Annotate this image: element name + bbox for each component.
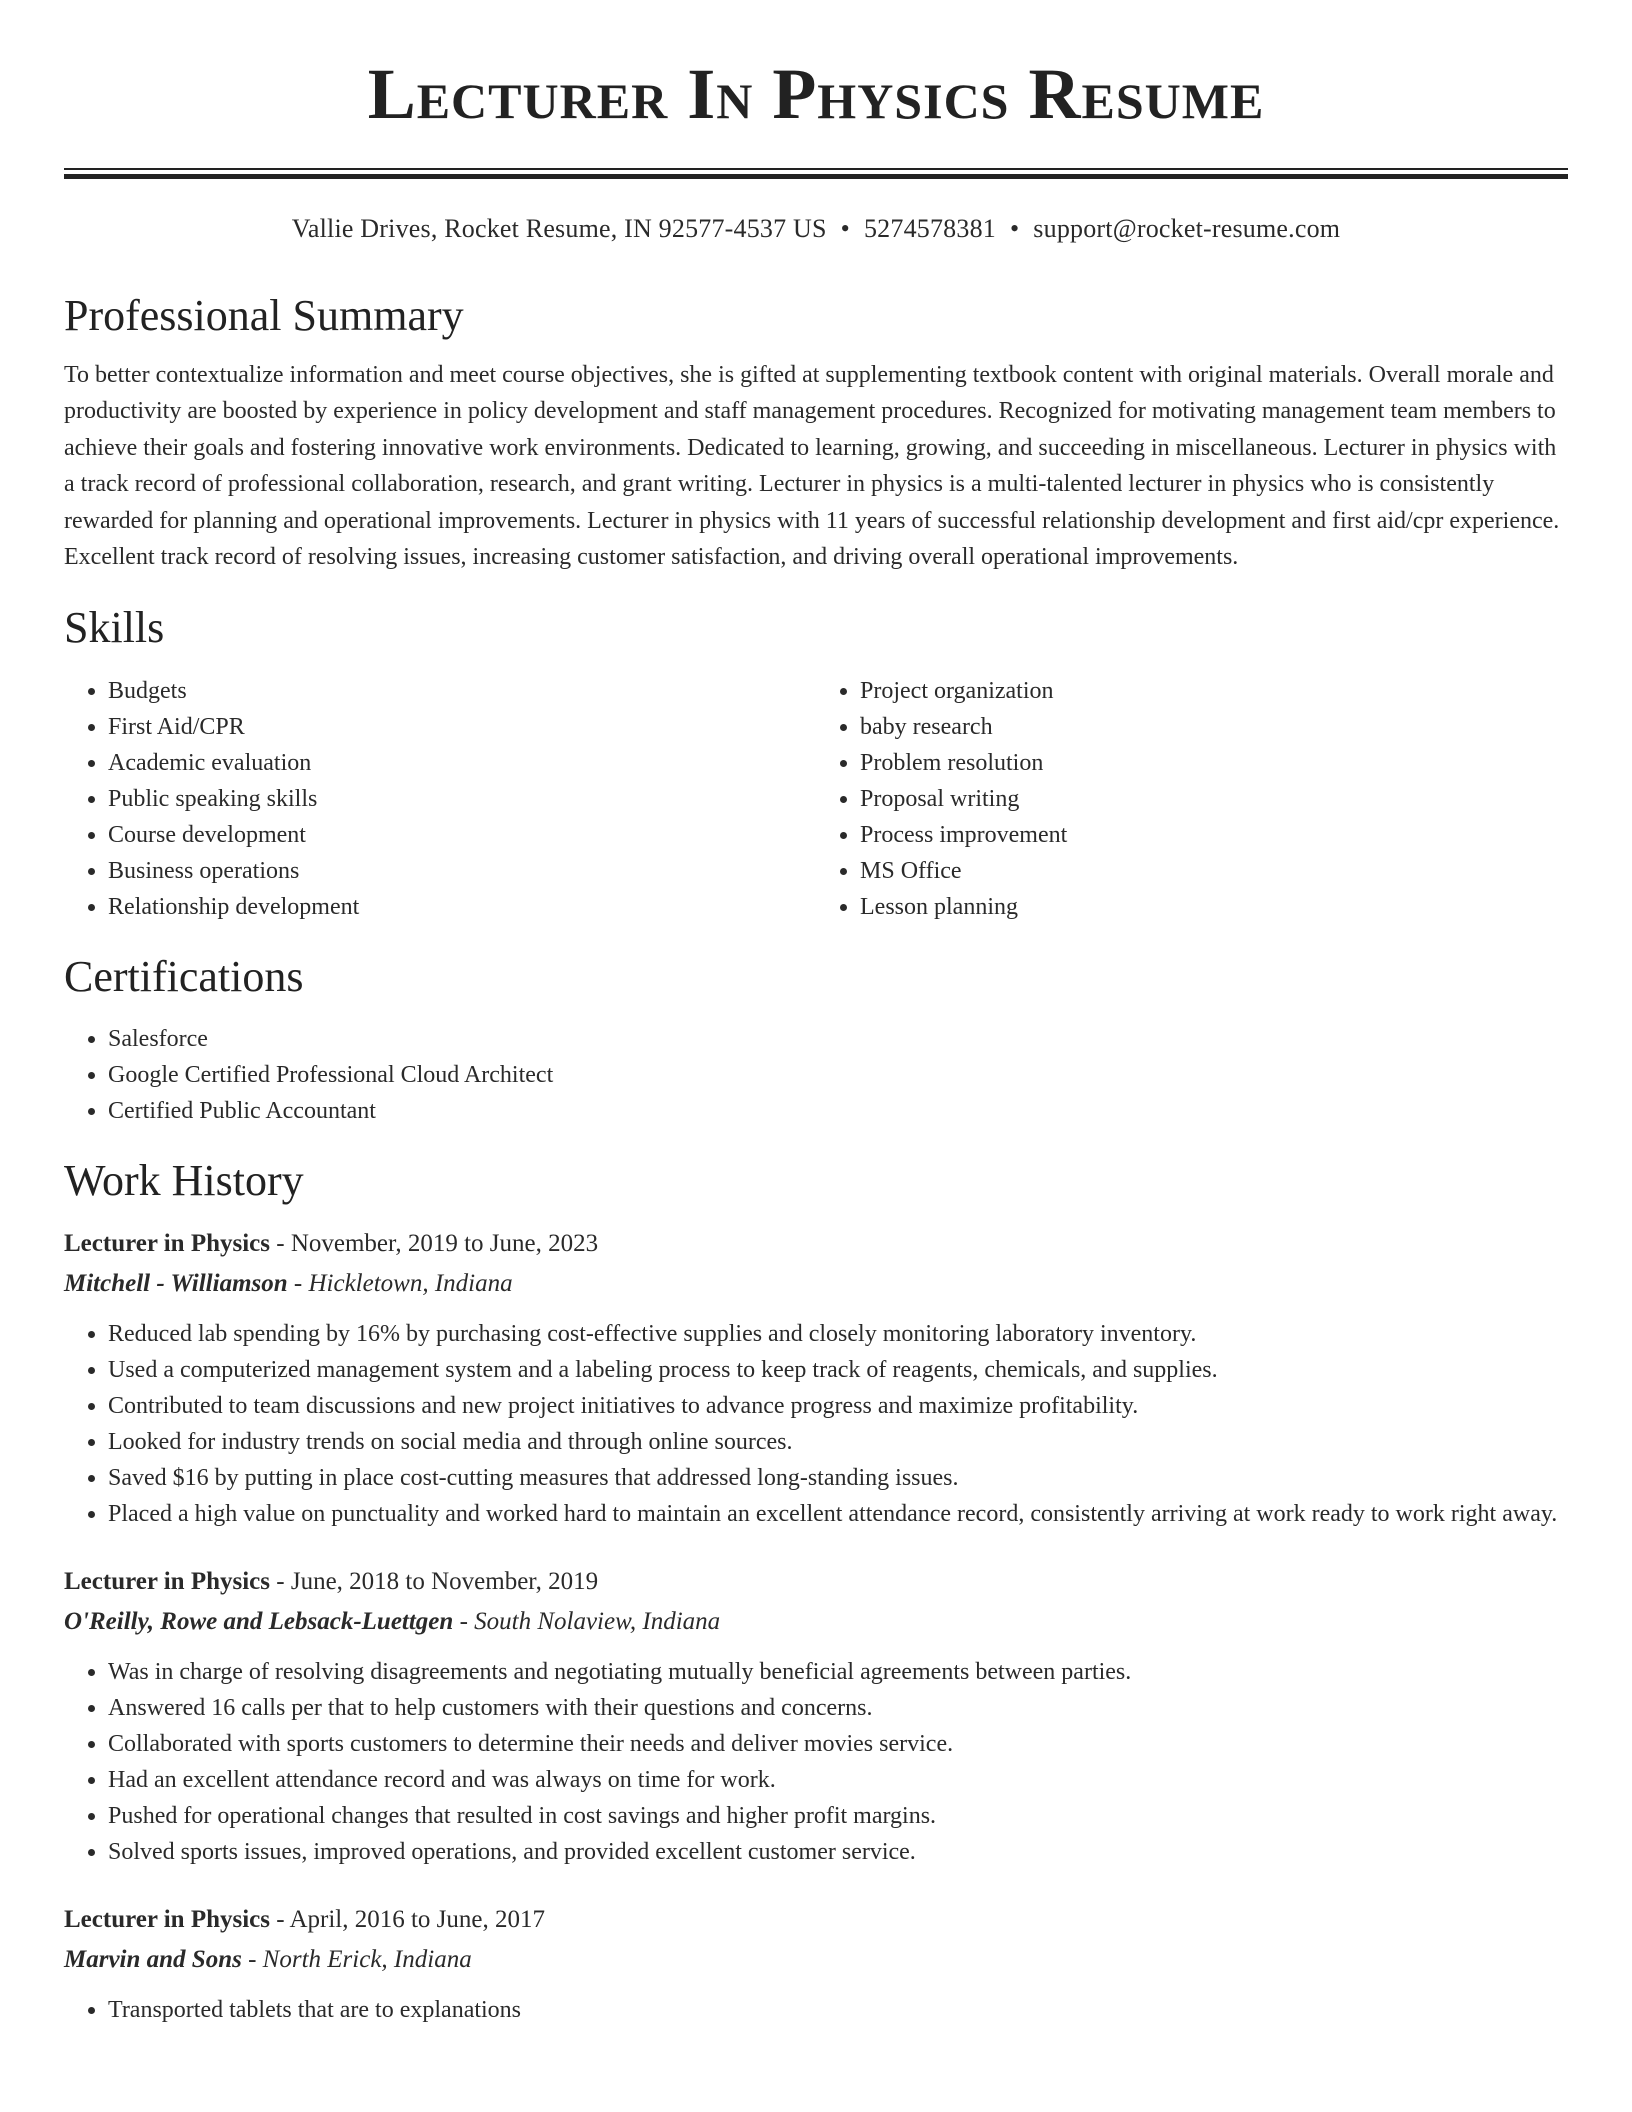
summary-section: [64, 290, 1568, 576]
skill-item: • Process improvement: [860, 817, 1568, 853]
job-bullet: • Pushed for operational changes that resulted in cost savings and higher profit margins.: [108, 1798, 1568, 1834]
skills-heading: Skills: [64, 602, 165, 652]
job-dates: - November, 2019 to June, 2023: [270, 1230, 599, 1258]
job-location: - North Erick, Indiana: [241, 1946, 472, 1974]
job-bullet: • Used a computerized management system and a labeling process to keep track of reagents, chemicals, and supplies.: [108, 1352, 1568, 1388]
job-title-line: [64, 1900, 1568, 1940]
skill-item: • Relationship development: [108, 889, 816, 925]
job-bullet: • Saved $16 by putting in place cost-cutting measures that addressed long-standing issues.: [108, 1460, 1568, 1496]
job-location: - Hickletown, Indiana: [287, 1270, 513, 1298]
job-entry: [64, 1562, 1568, 1870]
certification-item: • Salesforce: [108, 1021, 1568, 1057]
contact-separator: •: [1009, 214, 1020, 243]
skill-item: • Problem resolution: [860, 745, 1568, 781]
job-bullet: • Reduced lab spending by 16% by purchasing cost-effective supplies and closely monitoring laboratory inventory.: [108, 1316, 1568, 1352]
resume-content: [64, 290, 1568, 2028]
skill-item: • Academic evaluation: [108, 745, 816, 781]
resume-title: Lecturer In Physics Resume: [367, 54, 1265, 134]
skills-section: [64, 602, 1568, 925]
job-bullet: • Solved sports issues, improved operations, and provided excellent customer service.: [108, 1834, 1568, 1870]
job-company-line: [64, 1264, 1568, 1304]
title-rule-thick: [64, 174, 1568, 179]
skill-item: • Course development: [108, 817, 816, 853]
job-bullet: • Looked for industry trends on social media and through online sources.: [108, 1424, 1568, 1460]
job-title: Lecturer in Physics: [64, 1906, 271, 1934]
skill-item: • Business operations: [108, 853, 816, 889]
skills-list-right: [816, 673, 1568, 925]
certifications-list: [64, 1021, 1568, 1129]
certifications-section: [64, 951, 1568, 1130]
skill-item: • First Aid/CPR: [108, 709, 816, 745]
job-bullet: • Had an excellent attendance record and was always on time for work.: [108, 1762, 1568, 1798]
job-bullets: [64, 1316, 1568, 1532]
job-entry: [64, 1900, 1568, 2028]
job-company-line: [64, 1940, 1568, 1980]
skill-item: • Public speaking skills: [108, 781, 816, 817]
work-history-section: [64, 1155, 1568, 2028]
certification-item: • Certified Public Accountant: [108, 1093, 1568, 1129]
job-bullet: • Transported tablets that are to explanations: [108, 1992, 1568, 2028]
contact-phone: 5274578381: [863, 214, 996, 243]
contact-line: [0, 214, 1632, 244]
contact-separator: •: [840, 214, 850, 243]
skill-item: • Budgets: [108, 673, 816, 709]
job-dates: - June, 2018 to November, 2019: [270, 1568, 599, 1596]
summary-heading: Professional Summary: [64, 291, 464, 340]
job-bullet: • Answered 16 calls per that to help customers with their questions and concerns.: [108, 1690, 1568, 1726]
skills-list-left: [64, 673, 816, 925]
work-history-heading: Work History: [64, 1156, 304, 1206]
contact-email: support@rocket-resume.com: [1033, 214, 1341, 243]
certification-item: • Google Certified Professional Cloud Architect: [108, 1057, 1568, 1093]
job-bullet: • Placed a high value on punctuality and worked hard to maintain an excellent attendance record, consistently arriving at work ready to work right away.: [108, 1496, 1568, 1532]
job-dates: - April, 2016 to June, 2017: [270, 1906, 546, 1934]
job-bullets: [64, 1654, 1568, 1870]
job-bullets: [64, 1992, 1568, 2028]
job-company: Mitchell - Williamson: [64, 1270, 288, 1298]
job-title-line: [64, 1562, 1568, 1602]
title-rule-thin: [64, 168, 1568, 170]
job-bullet: • Was in charge of resolving disagreements and negotiating mutually beneficial agreements between parties.: [108, 1654, 1568, 1690]
skills-columns: [64, 673, 1568, 925]
skill-item: • Project organization: [860, 673, 1568, 709]
job-location: - South Nolaview, Indiana: [453, 1608, 721, 1636]
job-entry: [64, 1224, 1568, 1532]
job-company: Marvin and Sons: [64, 1946, 242, 1974]
job-company: O'Reilly, Rowe and Lebsack-Luettgen: [64, 1608, 454, 1636]
summary-text: To better contextualize information and meet course objectives, she is gifted at supplementing textbook content with original materials. Overall morale and productivity are boosted by experience in policy development and staff management procedures. Recognized for motivating management team members to achieve their goals and fostering innovative work environments. Dedicated to learning, growing, and succeeding in miscellaneous. Lecturer in physics with a track record of professional collaboration, research, and grant writing. Lecturer in physics is a multi-talented lecturer in physics who is consistently rewarded for planning and operational improvements. Lecturer in physics with 11 years of successful relationship development and first aid/cpr experience. Excellent track record of resolving issues, increasing customer satisfaction, and driving overall operational improvements.: [64, 361, 1560, 571]
job-title: Lecturer in Physics: [64, 1568, 271, 1596]
contact-address: Vallie Drives, Rocket Resume, IN 92577-4537 US: [291, 214, 827, 243]
job-title: Lecturer in Physics: [64, 1230, 271, 1258]
skill-item: • Proposal writing: [860, 781, 1568, 817]
job-bullet: • Contributed to team discussions and new project initiatives to advance progress and maximize profitability.: [108, 1388, 1568, 1424]
skill-item: • Lesson planning: [860, 889, 1568, 925]
job-company-line: [64, 1602, 1568, 1642]
skill-item: • baby research: [860, 709, 1568, 745]
job-title-line: [64, 1224, 1568, 1264]
skill-item: • MS Office: [860, 853, 1568, 889]
job-bullet: • Collaborated with sports customers to determine their needs and deliver movies service.: [108, 1726, 1568, 1762]
certifications-heading: Certifications: [64, 951, 304, 1001]
